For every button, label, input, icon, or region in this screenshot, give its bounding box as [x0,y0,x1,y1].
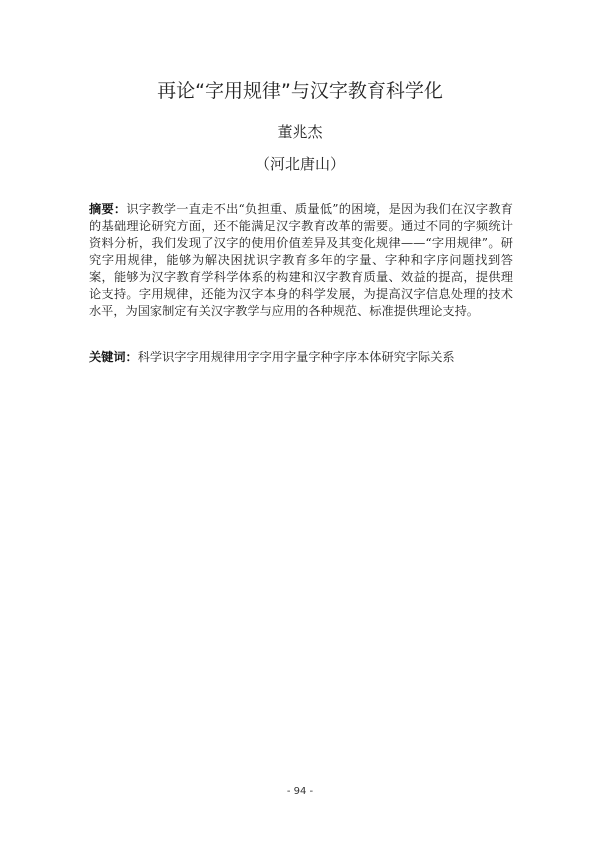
keywords-text: 科学识字字用规律用字字用字量字种字序本体研究字际关系 [137,350,455,364]
author-affiliation: （河北唐山） [254,155,345,173]
page-number: - 94 - [286,786,314,797]
abstract-label: 摘要： [89,202,127,216]
author-name: 董兆杰 [277,123,323,141]
abstract-section [89,201,513,320]
abstract-text: 识字教学一直走不出“负担重、质量低”的困境，是因为我们在汉字教育的基础理论研究方面，还不能满足汉字教育改革的需要。通过不同的字频统计资料分析，我们发现了汉字的使用价值差异及其变化规律——“字用规律”。研究字用规律，能够为解决困扰识字教育多年的字量、字种和字序问题找到答案，能够为汉字教育学科学体系的构建和汉字教育质量、效益的提高，提供理论支持。字用规律，还能为汉字本身的科学发展，为提高汉字信息处理的技术水平，为国家制定有关汉字教学与应用的各种规范、标准提供理论支持。 [89,202,513,318]
keywords-label: 关键词： [89,350,138,364]
keywords-section [89,349,513,366]
paper-title: 再论“字用规律”与汉字教育科学化 [157,80,443,102]
